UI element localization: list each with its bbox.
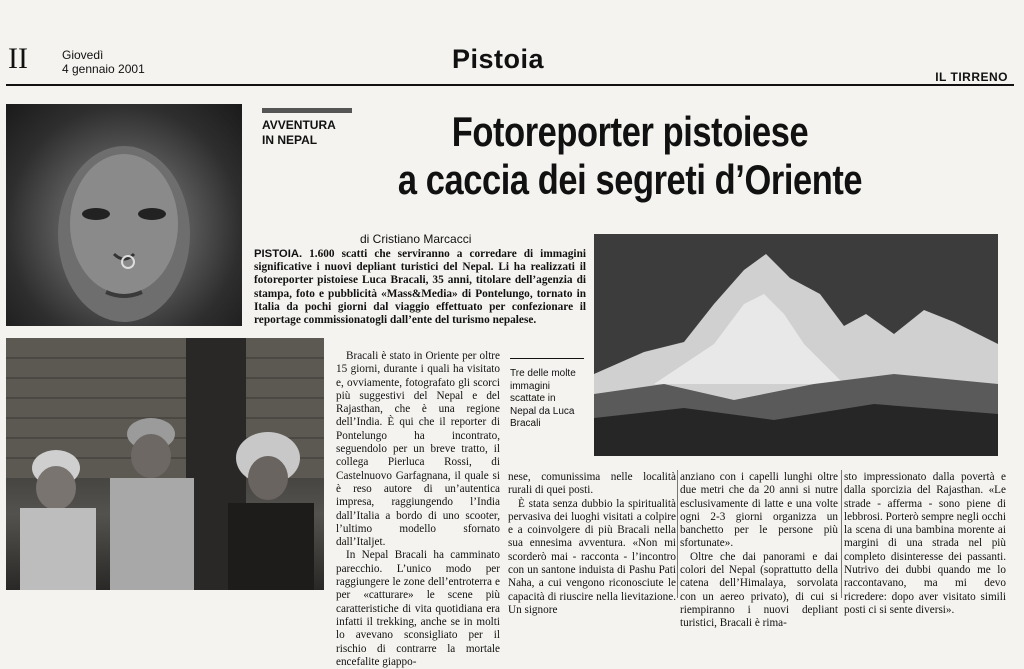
body-paragraph: anziano con i capelli lunghi oltre due metri che da 20 anni si nutre esclusivamente di latte e una volte ogni 2-3 giorni organizza un banchetto per le persone più sfortunate».: [680, 471, 838, 550]
body-column-4: [844, 471, 1006, 617]
villagers-photo: [6, 338, 324, 590]
body-paragraph: sto impressionato dalla povertà e dalla sporcizia del Rajasthan. «Le strade - afferma - sono piene di lebbrosi. Porterò sempre negli occhi la scena di una bambina morente ai margini di una strada nel più completo disinteresse dei passanti. Nutrivo dei dubbi quando me lo raccontavano, ma mi devo ricredere: dopo aver visitato simili posti ci si sente diversi».: [844, 471, 1006, 616]
portrait-photo: [6, 104, 242, 326]
body-column-3: [680, 471, 838, 631]
header-rule: [6, 84, 1014, 86]
body-paragraph: Bracali è stato in Oriente per oltre 15 giorni, durante i quali ha visitato e, ovviamente, fotografato gli scorci più suggestivi del Nepal e del Rajasthan, che è una regione dell’India. È qui che il reporter di Pontelungo ha incontrato, seguendolo per un breve tratto, il collega Pierluca Rossi, di Castelnuovo Garfagnana, il quale si è reso autore di un’autentica impresa, raggiungendo l’India dall’Italia a bordo di uno scooter, l’ultimo modello sfornato dall’Italjet.: [336, 350, 500, 549]
body-paragraph: nese, comunissima nelle località rurali di quei posti.: [508, 471, 676, 497]
kicker-bar: [262, 108, 352, 113]
lead-paragraph: [254, 248, 586, 327]
issue-day: Giovedì: [62, 48, 104, 62]
caption-rule: [510, 358, 584, 359]
body-column-2: [508, 471, 676, 617]
column-divider: [841, 470, 842, 598]
kicker: [262, 118, 336, 148]
body-paragraph: Oltre che dai panorami e dai colori del Nepal (soprattutto della catena dell’Himalaya, sorvolata con un aereo privato), di cui si riempiranno i nuovi depliant turistici, Bracali è rima-: [680, 550, 838, 630]
page-number: II: [8, 42, 28, 75]
newspaper-name: IL TIRRENO: [935, 70, 1008, 84]
kicker-line-2: IN NEPAL: [262, 133, 318, 147]
headline-line-2: a caccia dei segreti d’Oriente: [397, 156, 863, 203]
villagers-photo-art: [6, 338, 324, 590]
column-divider: [677, 470, 678, 598]
headline: [384, 108, 876, 204]
photo-caption: Tre delle molte immagini scattate in Nepal da Luca Bracali: [510, 368, 576, 429]
body-paragraph: In Nepal Bracali ha camminato parecchio. L’unico modo per raggiungere le zone dell’entroterra e per «catturare» le scene più caratteristiche di vita quotidiana era infatti il trekking, anche se in molti lo avevano sconsigliato per il rischio di contrarre la mortale encefalite giappo-: [336, 549, 500, 668]
himalaya-photo: [594, 234, 998, 456]
headline-line-1: Fotoreporter pistoiese: [451, 108, 809, 155]
issue-full-date: 4 gennaio 2001: [62, 62, 145, 76]
body-column-1: [336, 350, 500, 669]
himalaya-photo-art: [594, 234, 998, 456]
section-title: Pistoia: [452, 44, 545, 74]
byline: di Cristiano Marcacci: [360, 232, 472, 246]
lead-city: PISTOIA.: [254, 248, 303, 260]
lead-text: 1.600 scatti che serviranno a corredare di immagini significative i nuovi depliant turistici del Nepal. Li ha realizzati il fotoreporter pistoiese Luca Bracali, 35 anni, titolare dell’agenzia di stampa, foto e pubblicità «Mass&Media» di Pontelungo, tornato in Italia da pochi giorni dal viaggio effettuato per confezionare il reportage commissionatogli dall’ente del turismo nepalese.: [254, 248, 586, 327]
body-paragraph: È stata senza dubbio la spiritualità pervasiva dei luoghi visitati a colpire e a coinvolgere di più Bracali nella sua ennesima avventura. «Non mi scorderò mai - racconta - l’incontro con un santone induista di Pashu Pati Naha, a cui vengono riconosciute le capacità di riuscire nella lievitazione. Un signore: [508, 497, 676, 616]
kicker-line-1: AVVENTURA: [262, 118, 336, 132]
issue-date: [62, 48, 145, 76]
portrait-photo-art: [6, 104, 242, 326]
